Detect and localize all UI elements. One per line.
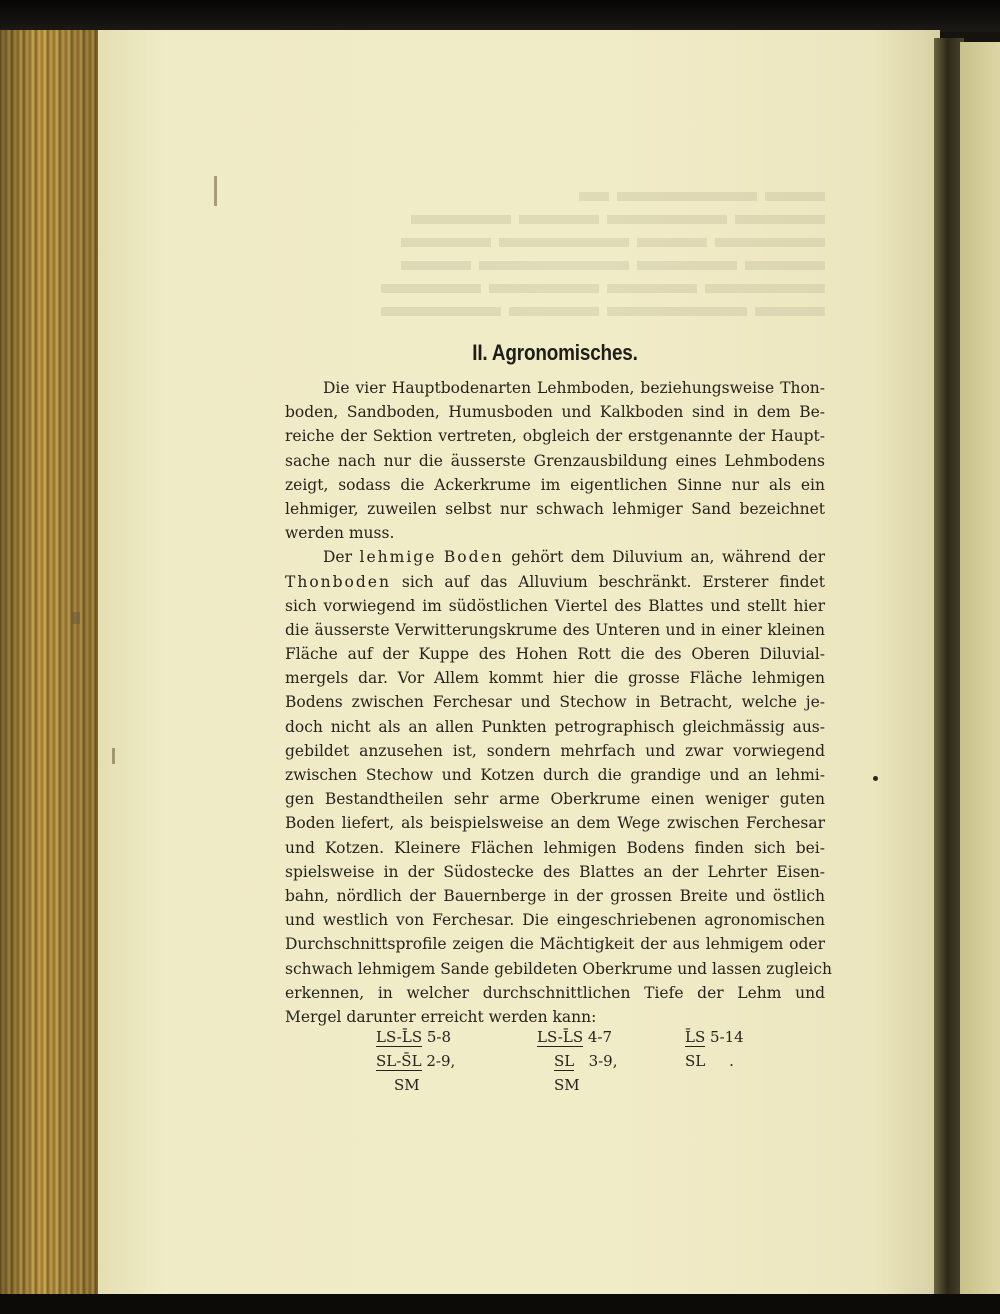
paragraph-1 [285,376,825,545]
text-line: reiche der Sektion vertreten, obgleich der erstgenannte der Haupt- [285,427,825,446]
text-line: zwischen Stechow und Kotzen durch die grandige und an lehmi- [285,766,825,784]
text-line: lehmiger, zuweilen selbst nur schwach lehmiger Sand bezeichnet [285,499,825,518]
text-line: schwach lehmigem Sande gebildeten Oberkrume und lassen zugleich [285,959,833,978]
text-line: sich vorwiegend im südöstlichen Viertel des Blattes und stellt hier [285,596,825,615]
profile-3-row2-value: . [729,1052,734,1070]
text-line: die äusserste Verwitterungskrume des Unteren und in einer kleinen [285,620,825,639]
text-line: gebildet anzusehen ist, sondern mehrfach und zwar vorwiegend [285,741,825,760]
spaced-term: lehmige [359,548,437,567]
profile-1-row1-value: 5-8 [426,1028,452,1046]
page-stain [112,748,115,764]
profile-2-row3: SM [554,1076,580,1094]
paragraph-2 [285,545,833,1029]
text-line: Thonboden sich auf das Alluvium beschränkt. Ersterer findet [285,572,825,591]
profile-2-row1-value: 4-7 [587,1028,613,1046]
text-line: Der lehmige Boden gehört dem Diluvium an, während der [323,548,825,567]
text-line: und westlich von Ferchesar. Die eingeschriebenen agronomischen [285,911,825,930]
text-line: spielsweise in der Südostecke des Blattes an der Lehrter Eisen- [285,862,825,881]
text-line: sache nach nur die äusserste Grenzausbildung eines Lehmbodens [285,451,825,470]
section-heading: II. Agronomisches. [472,340,638,365]
body-text [285,376,833,1029]
text-line: gen Bestandtheilen sehr arme Oberkrume einen weniger guten [285,790,825,809]
text-line: Fläche auf der Kuppe des Hohen Rott die des Oberen Diluvial- [285,645,825,664]
profile-3-row1: L̄S [685,1028,706,1046]
text-line: erkennen, in welcher durchschnittlichen Tiefe der Lehm und [285,983,825,1002]
page-stain [72,612,80,624]
text-line: boden, Sandboden, Humusboden und Kalkboden sind in dem Be- [285,403,825,422]
spaced-term: Boden [443,548,504,567]
text-line: mergels dar. Vor Allem kommt hier die grosse Fläche lehmigen [285,669,825,688]
text-line: Durchschnittsprofile zeigen die Mächtigkeit der aus lehmigem oder [285,935,825,954]
profile-2-row2: SL [554,1052,575,1070]
next-page-sliver [960,42,1000,1294]
scan-top-border [0,0,1000,32]
profile-3-row2: SL [685,1052,706,1070]
profile-3 [685,1025,744,1073]
profile-1-row2-value: 2-9, [426,1052,456,1070]
text-line: und Kotzen. Kleinere Flächen lehmigen Bodens finden sich bei- [285,838,825,857]
page-stain [214,176,217,206]
book-edge-shadow [0,30,100,1296]
profile-3-row1-value: 5-14 [710,1028,744,1046]
text-line: Bodens zwischen Ferchesar und Stechow in Betracht, welche je- [285,693,825,712]
text-line: Die vier Hauptbodenarten Lehmboden, beziehungsweise Thon- [323,379,825,397]
text-line: bahn, nördlich der Bauernberge in der grossen Breite und östlich [285,886,825,905]
text-line: zeigt, sodass die Ackerkrume im eigentlichen Sinne nur als ein [285,475,825,494]
profile-2 [537,1025,618,1097]
profile-2-row1: LS-L̄S [537,1028,584,1046]
text-line: doch nicht als an allen Punkten petrographisch gleichmässig aus- [285,717,825,736]
profile-1-row1: LS-L̄S [376,1028,423,1046]
profile-1-row2: SL-S̄L [376,1052,422,1070]
text-line: werden muss. [285,524,395,543]
text-line: Mergel darunter erreicht werden kann: [285,1007,597,1026]
text-line: Boden liefert, als beispielsweise an dem Wege zwischen Ferchesar [285,814,825,833]
ink-dot [873,776,878,781]
profile-1 [376,1025,455,1097]
profile-1-row3: SM [394,1076,420,1094]
profile-2-row2-value: 3-9, [588,1052,618,1070]
spaced-term: Thonboden [285,572,391,591]
scan-bottom-border [0,1294,1000,1314]
